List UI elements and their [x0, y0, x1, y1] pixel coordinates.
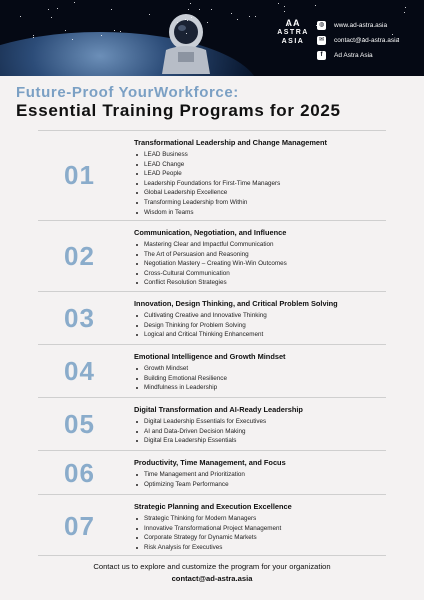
program-content	[134, 131, 386, 217]
globe-icon: ◍	[318, 21, 325, 28]
program-row-01	[38, 130, 386, 220]
footer-email-link[interactable]: contact@ad-astra.asia	[171, 574, 253, 583]
program-items	[134, 364, 386, 393]
program-item: LEAD Business	[134, 150, 386, 160]
star-dot	[315, 5, 316, 6]
star-dot	[191, 17, 192, 18]
star-dot	[187, 20, 188, 21]
program-item: Negotiation Mastery – Creating Win-Win Outcomes	[134, 259, 386, 269]
star-dot	[57, 8, 58, 9]
star-dot	[20, 16, 21, 17]
program-item: The Art of Persuasion and Reasoning	[134, 250, 386, 260]
program-title: Productivity, Time Management, and Focus	[134, 458, 286, 467]
program-items	[134, 470, 386, 489]
star-dot	[101, 35, 102, 36]
program-number: 04	[64, 356, 95, 386]
program-item: Transforming Leadership from Within	[134, 198, 386, 208]
program-item: Mindfulness in Leadership	[134, 383, 386, 393]
program-item: Global Leadership Excellence	[134, 188, 386, 198]
program-number: 05	[64, 409, 95, 439]
program-number: 02	[64, 241, 95, 271]
star-dot	[231, 13, 232, 14]
program-title: Communication, Negotiation, and Influence	[134, 228, 287, 237]
program-row-02	[38, 220, 386, 291]
program-item: Time Management and Prioritization	[134, 470, 386, 480]
program-content	[134, 221, 386, 288]
program-content	[134, 451, 386, 489]
program-title: Innovation, Design Thinking, and Critical Problem Solving	[134, 299, 338, 308]
program-item: Logical and Critical Thinking Enhancement	[134, 330, 386, 340]
program-number: 07	[64, 511, 95, 541]
page-subtitle: Future-Proof YourWorkforce:	[16, 84, 239, 101]
program-item: Cultivating Creative and Innovative Thinking	[134, 311, 386, 321]
program-items	[134, 514, 386, 552]
program-number: 03	[64, 303, 95, 333]
page-title: Essential Training Programs for 2025	[16, 101, 341, 120]
program-content	[134, 495, 386, 552]
program-title: Digital Transformation and AI-Ready Leadership	[134, 405, 303, 414]
program-number: 01	[64, 160, 95, 190]
header-banner	[0, 0, 424, 76]
program-row-04	[38, 344, 386, 397]
program-title: Strategic Planning and Execution Excellence	[134, 502, 292, 511]
program-item: AI and Data-Driven Decision Making	[134, 427, 386, 437]
program-item: Risk Analysis for Executives	[134, 543, 386, 553]
program-items	[134, 311, 386, 340]
program-row-06	[38, 450, 386, 494]
program-number: 06	[64, 458, 95, 488]
program-row-03	[38, 291, 386, 344]
program-item: LEAD Change	[134, 160, 386, 170]
program-item: Cross-Cultural Communication	[134, 269, 386, 279]
contact-list	[317, 18, 399, 63]
star-dot	[211, 9, 212, 10]
star-dot	[199, 9, 200, 10]
program-item: LEAD People	[134, 169, 386, 179]
program-items	[134, 240, 386, 288]
star-dot	[65, 30, 66, 31]
footer-cta-text: Contact us to explore and customize the program for your organization	[93, 562, 331, 571]
program-item: Digital Leadership Essentials for Executives	[134, 417, 386, 427]
contact-website-text: www.ad-astra.asia	[334, 21, 388, 29]
program-content	[134, 345, 386, 393]
star-dot	[284, 6, 285, 7]
star-dot	[149, 14, 150, 15]
star-dot	[33, 35, 34, 36]
star-dot	[188, 9, 189, 10]
star-dot	[249, 16, 250, 17]
contact-email-text: contact@ad-astra.asia	[334, 36, 400, 44]
program-items	[134, 150, 386, 217]
star-dot	[33, 37, 34, 38]
star-dot	[185, 19, 186, 20]
star-dot	[74, 2, 75, 3]
program-item: Corporate Strategy for Dynamic Markets	[134, 533, 386, 543]
logo-line1: ASTRA	[277, 29, 309, 36]
star-dot	[278, 3, 279, 4]
contact-facebook[interactable]	[317, 48, 399, 62]
star-dot	[111, 9, 112, 10]
logo-mark: AA	[285, 18, 301, 28]
program-item: Building Emotional Resilience	[134, 374, 386, 384]
star-dot	[405, 7, 406, 8]
star-dot	[207, 22, 208, 23]
program-item: Digital Era Leadership Essentials	[134, 436, 386, 446]
star-dot	[72, 39, 73, 40]
star-dot	[177, 22, 178, 23]
brand-logo	[275, 18, 311, 46]
program-row-07	[38, 494, 386, 556]
program-list	[38, 130, 386, 556]
facebook-icon: f	[317, 51, 326, 60]
program-row-05	[38, 397, 386, 450]
program-content	[134, 292, 386, 340]
program-item: Conflict Resolution Strategies	[134, 278, 386, 288]
email-icon: ✉	[318, 36, 325, 43]
program-item: Mastering Clear and Impactful Communication	[134, 240, 386, 250]
program-item: Innovative Transformational Project Management	[134, 524, 386, 534]
star-dot	[404, 12, 405, 13]
star-dot	[255, 16, 256, 17]
star-dot	[237, 19, 238, 20]
star-dot	[51, 17, 52, 18]
star-dot	[48, 9, 49, 10]
star-dot	[284, 11, 285, 12]
program-item: Growth Mindset	[134, 364, 386, 374]
program-item: Strategic Thinking for Modern Managers	[134, 514, 386, 524]
star-dot	[186, 33, 187, 34]
star-dot	[114, 30, 115, 31]
program-title: Emotional Intelligence and Growth Mindset	[134, 352, 286, 361]
contact-facebook-text: Ad Astra Asia	[334, 51, 373, 59]
star-dot	[190, 3, 191, 4]
logo-line2: ASIA	[281, 38, 305, 45]
contact-website[interactable]	[317, 18, 399, 32]
astronaut-image	[150, 2, 222, 74]
program-item: Design Thinking for Problem Solving	[134, 321, 386, 331]
program-content	[134, 398, 386, 446]
program-item: Optimizing Team Performance	[134, 480, 386, 490]
program-item: Wisdom in Teams	[134, 208, 386, 218]
contact-email[interactable]	[317, 33, 399, 47]
program-title: Transformational Leadership and Change Management	[134, 138, 328, 147]
program-item: Leadership Foundations for First-Time Managers	[134, 179, 386, 189]
star-dot	[120, 31, 121, 32]
program-items	[134, 417, 386, 446]
